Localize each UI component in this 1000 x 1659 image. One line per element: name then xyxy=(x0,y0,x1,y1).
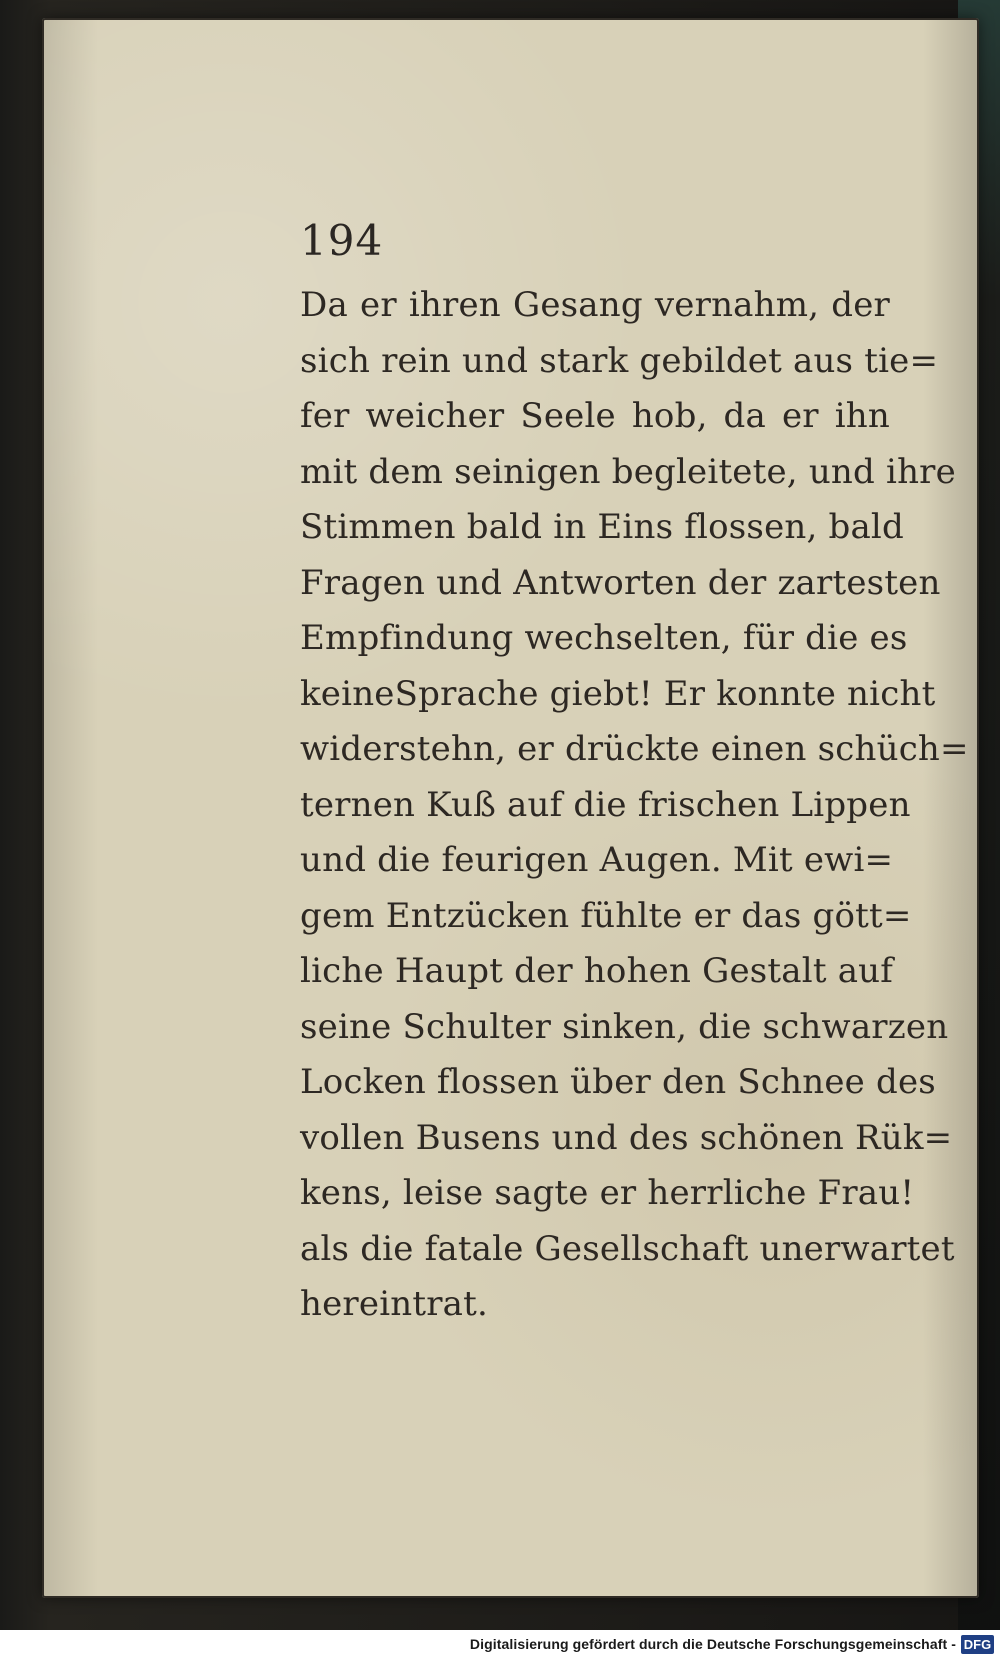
text-line: liche Haupt der hohen Gestalt auf xyxy=(300,951,894,991)
text-line: gem Entzücken fühlte er das gött= xyxy=(300,895,912,936)
text-block xyxy=(300,278,969,1333)
text-line: keineSprache giebt! Er konnte nicht xyxy=(300,673,936,714)
text-line: Fragen und Antworten der zartesten xyxy=(300,562,941,603)
page-number: 194 xyxy=(300,216,384,265)
text-line: Locken flossen über den Schnee des xyxy=(300,1062,936,1102)
text-line: widerstehn, er drückte einen schüch= xyxy=(300,729,969,769)
text-line: seine Schulter sinken, die schwarzen xyxy=(300,1006,949,1047)
text-line: als die fatale Gesellschaft unerwartet xyxy=(300,1228,955,1269)
text-line: kens, leise sagte er herrliche Frau! xyxy=(300,1173,915,1213)
text-line: vollen Busens und des schönen Rük= xyxy=(300,1117,953,1158)
dfg-logo: DFG xyxy=(961,1635,994,1654)
footer xyxy=(0,1630,1000,1659)
text-line: und die feurigen Augen. Mit ewi= xyxy=(300,840,894,880)
book-page xyxy=(42,18,979,1598)
text-line: Da er ihren Gesang vernahm, der xyxy=(300,285,890,325)
text-line: fer weicher Seele hob, da er ihn xyxy=(300,396,890,436)
text-line: hereintrat. xyxy=(300,1284,489,1324)
text-line: Empfindung wechselten, für die es xyxy=(300,618,908,658)
text-line: mit dem seinigen begleitete, und ihre xyxy=(300,451,956,492)
text-line: ternen Kuß auf die frischen Lippen xyxy=(300,784,911,825)
funding-notice: Digitalisierung gefördert durch die Deutsche Forschungsgemeinschaft - xyxy=(469,1636,956,1652)
text-line: sich rein und stark gebildet aus tie= xyxy=(300,340,939,381)
text-line: Stimmen bald in Eins flossen, bald xyxy=(300,507,904,547)
